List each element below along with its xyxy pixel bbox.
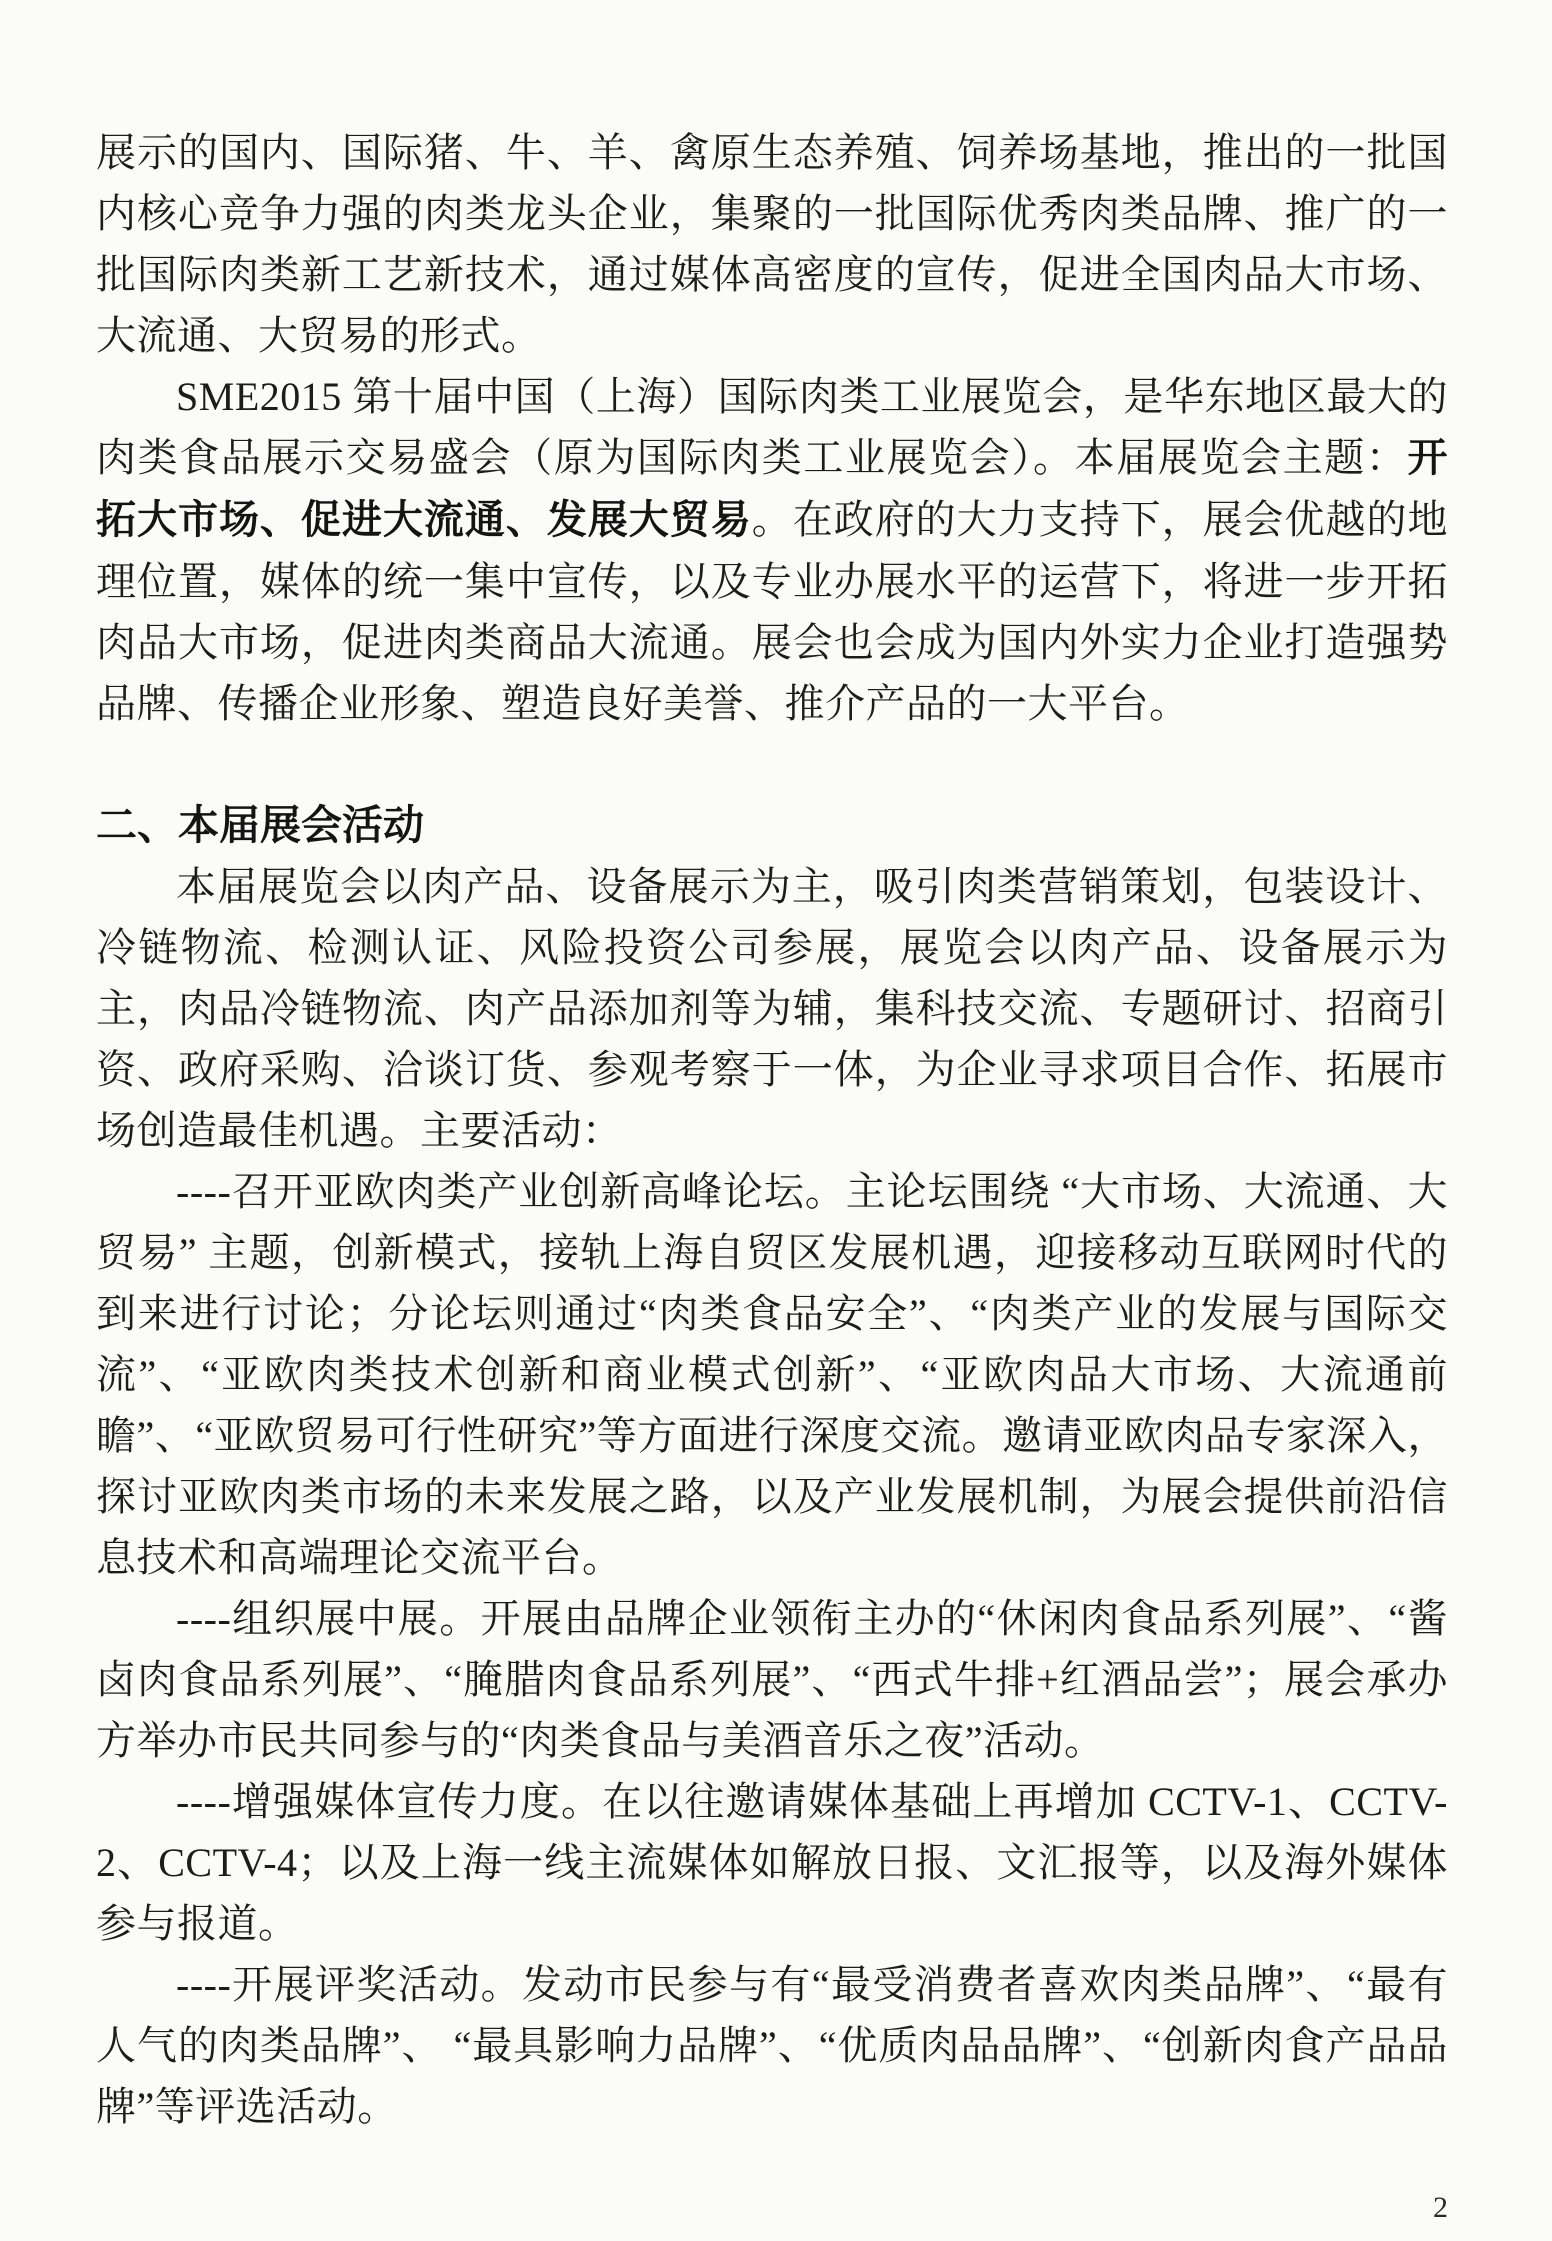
text-run: ----召开亚欧肉类产业创新高峰论坛。主论坛围绕 “大市场、大流通、大贸易” 主题，创新模式，接轨上海自贸区发展机遇，迎接移动互联网时代的到来进行讨论；分论坛则通过“肉类食品安全”、“肉类产业的发展与国际交流”、“亚欧肉类技术创新和商业模式创新”、“亚欧肉品大市场、大流通前瞻”、“亚欧贸易可行性研究”等方面进行深度交流。邀请亚欧肉品专家深入，探讨亚欧肉类市场的未来发展之路，以及产业发展机制，为展会提供前沿信息技术和高端理论交流平台。 <box>96 1169 1448 1580</box>
text-run: 。在政府的大力支持下，展会优越的地理位置，媒体的统一集中宣传，以及专业办展水平的运营下，将进一步开拓肉品大市场，促进肉类商品大流通。展会也会成为国内外实力企业打造强势品牌、传播企业形象、塑造良好美誉、推介产品的一大平台。 <box>96 497 1448 726</box>
paragraph <box>96 1588 1448 1771</box>
text-run: 本届展览会以肉产品、设备展示为主，吸引肉类营销策划，包装设计、冷链物流、检测认证、风险投资公司参展，展览会以肉产品、设备展示为主，肉品冷链物流、肉产品添加剂等为辅，集科技交流、专题研讨、招商引资、政府采购、洽谈订货、参观考察于一体，为企业寻求项目合作、拓展市场创造最佳机遇。主要活动： <box>96 864 1448 1153</box>
bold-text-run: 开拓大市场、促进大流通、发展大贸易 <box>96 436 1448 542</box>
document-text <box>96 122 1448 2137</box>
page-number: 2 <box>1433 2191 1448 2224</box>
paragraph <box>96 1771 1448 1954</box>
text-run: ----增强媒体宣传力度。在以往邀请媒体基础上再增加 CCTV-1、CCTV-2、CCTV-4；以及上海一线主流媒体如解放日报、文汇报等，以及海外媒体参与报道。 <box>96 1779 1448 1946</box>
paragraph <box>96 122 1448 366</box>
text-run: ----开展评奖活动。发动市民参与有“最受消费者喜欢肉类品牌”、“最有人气的肉类品牌”、 “最具影响力品牌”、“优质肉品品牌”、“创新肉食产品品牌”等评选活动。 <box>96 1962 1448 2129</box>
text-run: ----组织展中展。开展由品牌企业领衔主办的“休闲肉食品系列展”、“酱卤肉食品系列展”、“腌腊肉食品系列展”、“西式牛排+红酒品尝”；展会承办方举办市民共同参与的“肉类食品与美酒音乐之夜”活动。 <box>96 1596 1448 1763</box>
text-run: 展示的国内、国际猪、牛、羊、禽原生态养殖、饲养场基地，推出的一批国内核心竞争力强的肉类龙头企业，集聚的一批国际优秀肉类品牌、推广的一批国际肉类新工艺新技术，通过媒体高密度的宣传，促进全国肉品大市场、大流通、大贸易的形式。 <box>96 130 1448 358</box>
section-heading: 二、本届展会活动 <box>96 802 424 848</box>
text-run: SME2015 第十届中国（上海）国际肉类工业展览会，是华东地区最大的肉类食品展示交易盛会（原为国际肉类工业展览会）。本届展览会主题： <box>96 374 1448 480</box>
paragraph <box>96 856 1448 1161</box>
paragraph <box>96 366 1448 734</box>
paragraph <box>96 1954 1448 2137</box>
paragraph <box>96 1161 1448 1588</box>
